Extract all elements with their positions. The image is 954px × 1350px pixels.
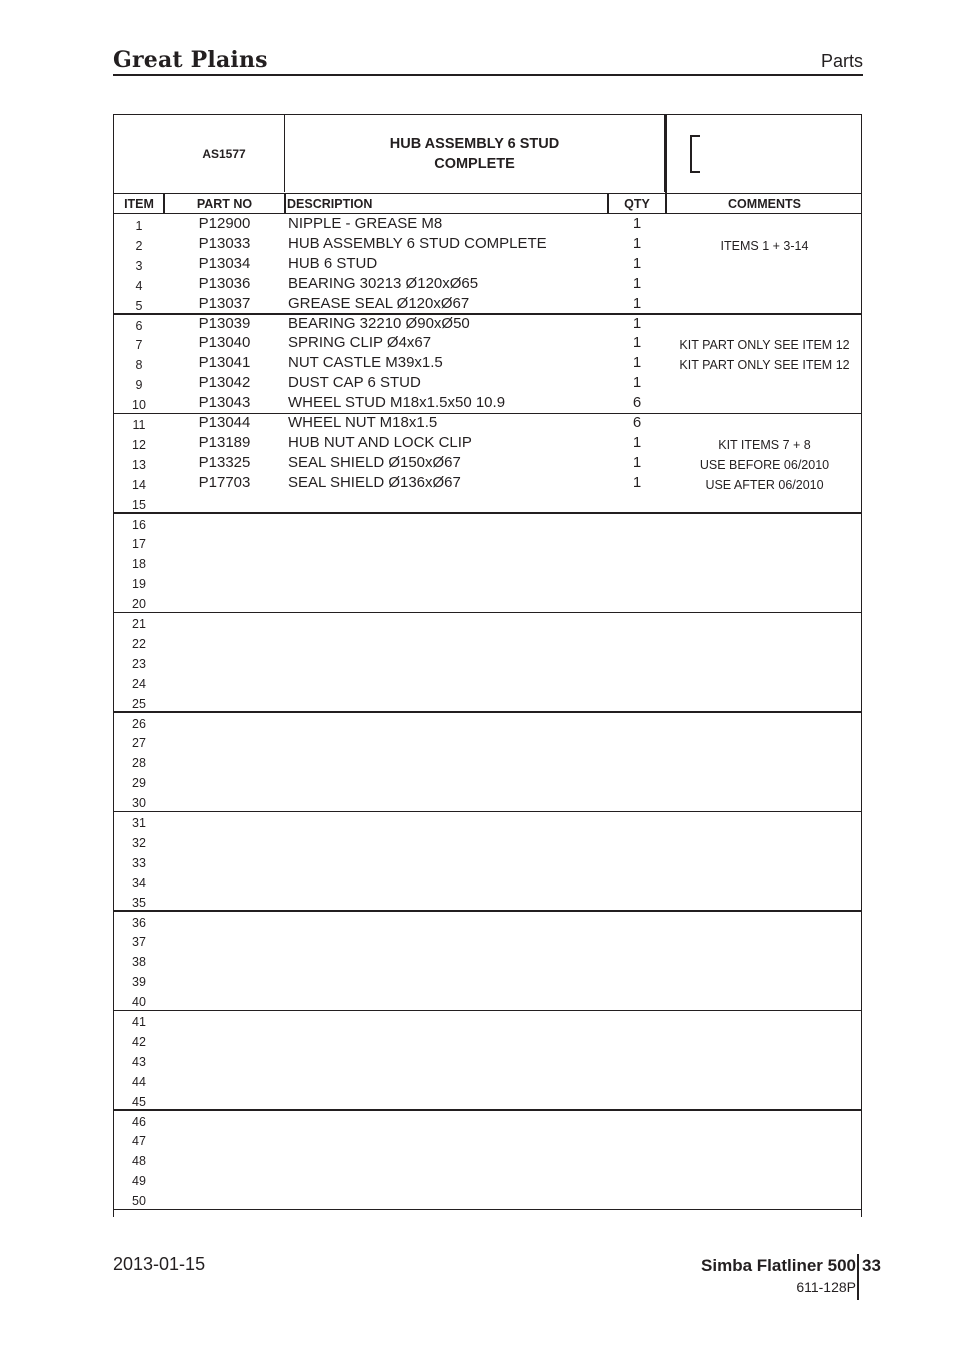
row-part-no <box>164 1050 285 1070</box>
table-row <box>114 1169 861 1189</box>
table-row <box>114 891 861 911</box>
row-item: 10 <box>132 398 146 413</box>
row-item: 33 <box>132 855 146 870</box>
row-comment <box>666 1070 862 1092</box>
footer-product: Simba Flatliner 500 <box>701 1256 856 1275</box>
row-qty <box>608 632 666 652</box>
row-comment <box>666 930 862 952</box>
table-row <box>114 274 861 294</box>
row-part-no: P13039 <box>198 314 251 332</box>
table-row <box>114 791 861 811</box>
table-row <box>114 214 861 234</box>
row-description: BEARING 30213 Ø120xØ65 <box>288 274 479 292</box>
divider <box>163 194 165 214</box>
row-item: 9 <box>135 378 143 393</box>
row-item: 41 <box>132 1015 146 1029</box>
row-qty <box>608 572 666 592</box>
row-item: 15 <box>132 497 146 512</box>
row-item: 44 <box>132 1074 146 1089</box>
column-header-row <box>114 194 861 214</box>
row-qty <box>608 513 666 533</box>
row-comment <box>666 1129 862 1151</box>
row-part-no <box>164 1129 285 1149</box>
row-qty <box>608 1169 666 1189</box>
row-comment <box>666 413 862 435</box>
row-description: GREASE SEAL Ø120xØ67 <box>288 294 470 312</box>
row-qty <box>608 871 666 891</box>
row-part-no <box>164 731 285 751</box>
row-part-no <box>164 1169 285 1189</box>
assembly-title <box>284 115 665 192</box>
row-part-no: P13044 <box>198 414 251 431</box>
row-part-no <box>164 851 285 871</box>
table-row <box>114 731 861 751</box>
table-row <box>114 353 861 373</box>
row-comment <box>666 911 862 933</box>
row-part-no: P13037 <box>198 294 251 312</box>
row-part-no: P13041 <box>198 354 251 372</box>
row-qty <box>608 751 666 771</box>
row-qty <box>608 731 666 751</box>
row-item: 20 <box>132 597 146 612</box>
row-qty <box>608 1090 666 1110</box>
row-description: DUST CAP 6 STUD <box>288 374 421 392</box>
row-part-no <box>164 1090 285 1110</box>
row-item: 46 <box>132 1114 146 1129</box>
row-comment <box>666 214 862 236</box>
title-block <box>114 115 861 194</box>
table-row <box>114 433 861 453</box>
row-qty <box>608 891 666 911</box>
row-part-no <box>164 572 285 592</box>
row-item: 29 <box>132 776 146 791</box>
row-item: 2 <box>135 238 143 253</box>
row-comment <box>666 672 862 694</box>
row-part-no: P13033 <box>198 234 251 252</box>
divider <box>284 194 286 214</box>
row-item: 7 <box>135 338 143 353</box>
row-qty <box>608 831 666 851</box>
row-qty <box>608 552 666 572</box>
col-comments: COMMENTS <box>728 197 801 211</box>
row-qty <box>608 1010 666 1030</box>
row-comment <box>666 552 862 574</box>
row-qty <box>608 1189 666 1209</box>
row-qty: 1 <box>632 374 642 392</box>
row-item: 14 <box>132 477 146 492</box>
row-comment: KIT ITEMS 7 + 8 <box>718 437 811 452</box>
row-part-no <box>164 672 285 692</box>
row-description: NUT CASTLE M39x1.5 <box>288 354 443 372</box>
table-row <box>114 692 861 712</box>
table-row <box>114 1010 861 1030</box>
row-item: 5 <box>135 298 143 313</box>
row-item: 1 <box>135 219 143 233</box>
section-label: Parts <box>820 51 863 71</box>
table-row <box>114 811 861 831</box>
table-row <box>114 1189 861 1209</box>
row-comment <box>666 1169 862 1191</box>
row-comment <box>666 373 862 395</box>
assembly-number: AS1577 <box>202 146 246 161</box>
row-part-no: P17703 <box>198 473 251 491</box>
row-part-no <box>164 930 285 950</box>
row-part-no <box>164 891 285 911</box>
row-part-no <box>164 652 285 672</box>
row-qty: 6 <box>632 414 642 431</box>
row-item: 39 <box>132 975 146 990</box>
row-comment <box>666 731 862 753</box>
row-comment <box>666 1050 862 1072</box>
table-row <box>114 373 861 393</box>
row-qty <box>608 851 666 871</box>
table-row <box>114 532 861 552</box>
row-qty: 1 <box>632 473 642 491</box>
row-part-no <box>164 831 285 851</box>
row-item: 21 <box>132 617 146 631</box>
row-qty <box>608 652 666 672</box>
row-qty <box>608 1129 666 1149</box>
row-comment <box>666 771 862 793</box>
row-qty <box>608 771 666 791</box>
row-item: 28 <box>132 756 146 771</box>
row-qty <box>608 592 666 612</box>
row-comment <box>666 751 862 773</box>
parts-list-sheet <box>113 114 862 1217</box>
row-item: 47 <box>132 1134 146 1149</box>
row-part-no <box>164 771 285 791</box>
row-qty <box>608 1110 666 1130</box>
row-part-no <box>164 513 285 533</box>
row-item: 34 <box>132 875 146 890</box>
divider <box>665 115 667 214</box>
table-row <box>114 652 861 672</box>
row-part-no <box>164 791 285 811</box>
row-comment <box>666 532 862 554</box>
page-number: 33 <box>862 1256 881 1275</box>
row-comment <box>666 572 862 594</box>
row-comment <box>666 811 862 833</box>
table-row <box>114 314 861 334</box>
row-part-no <box>164 532 285 552</box>
row-part-no <box>164 552 285 572</box>
row-comment <box>666 1149 862 1171</box>
table-row <box>114 911 861 931</box>
table-row <box>114 970 861 990</box>
table-row <box>114 1149 861 1169</box>
row-qty: 1 <box>632 314 642 332</box>
row-description: HUB NUT AND LOCK CLIP <box>288 433 472 451</box>
row-qty <box>608 493 666 513</box>
row-comment <box>666 970 862 992</box>
table-row <box>114 1110 861 1130</box>
row-part-no <box>164 712 285 732</box>
table-row <box>114 493 861 513</box>
row-qty: 1 <box>632 433 642 451</box>
row-item: 19 <box>132 577 146 592</box>
header-rule <box>113 74 863 76</box>
col-part-no: PART NO <box>196 197 253 211</box>
row-description: HUB 6 STUD <box>288 254 378 272</box>
row-comment <box>666 254 862 276</box>
row-part-no: P12900 <box>198 215 251 232</box>
row-part-no: P13189 <box>198 433 251 451</box>
row-qty <box>608 911 666 931</box>
row-item: 49 <box>132 1174 146 1189</box>
row-comment <box>666 1010 862 1032</box>
row-item: 38 <box>132 955 146 970</box>
row-item: 4 <box>135 278 143 293</box>
row-item: 11 <box>132 418 146 432</box>
table-row <box>114 771 861 791</box>
footer-date: 2013-01-15 <box>113 1254 206 1274</box>
table-row <box>114 333 861 353</box>
row-comment <box>666 831 862 853</box>
table-row <box>114 612 861 632</box>
row-part-no <box>164 1110 285 1130</box>
row-description: BEARING 32210 Ø90xØ50 <box>288 314 470 332</box>
diagram-thumbnail-icon <box>690 135 700 173</box>
row-part-no: P13043 <box>198 394 251 412</box>
row-item: 37 <box>132 935 146 950</box>
row-item: 42 <box>132 1034 146 1049</box>
table-row <box>114 851 861 871</box>
row-item: 18 <box>132 557 146 572</box>
group-divider <box>114 1209 861 1211</box>
table-row <box>114 294 861 314</box>
row-part-no <box>164 990 285 1010</box>
row-description: SPRING CLIP Ø4x67 <box>288 334 432 352</box>
table-row <box>114 234 861 254</box>
col-qty: QTY <box>624 197 650 211</box>
row-part-no: P13040 <box>198 334 251 352</box>
row-comment <box>666 950 862 972</box>
row-part-no <box>164 1149 285 1169</box>
col-description: DESCRIPTION <box>287 197 373 211</box>
row-comment <box>666 274 862 296</box>
col-item: ITEM <box>124 197 154 211</box>
table-row <box>114 592 861 612</box>
divider <box>607 194 609 214</box>
row-qty <box>608 672 666 692</box>
table-row <box>114 831 861 851</box>
row-item: 48 <box>132 1154 146 1169</box>
row-qty <box>608 791 666 811</box>
row-item: 45 <box>132 1094 146 1109</box>
row-qty: 1 <box>632 334 642 352</box>
row-comment: USE BEFORE 06/2010 <box>699 457 830 472</box>
row-description: SEAL SHIELD Ø136xØ67 <box>288 473 461 491</box>
row-qty <box>608 930 666 950</box>
row-part-no <box>164 751 285 771</box>
row-qty <box>608 950 666 970</box>
row-comment <box>666 1110 862 1132</box>
row-qty: 1 <box>632 215 642 232</box>
table-row <box>114 1030 861 1050</box>
row-item: 24 <box>132 676 146 691</box>
row-comment: KIT PART ONLY SEE ITEM 12 <box>679 338 850 353</box>
row-comment: KIT PART ONLY SEE ITEM 12 <box>679 358 850 373</box>
row-item: 8 <box>135 358 143 373</box>
row-item: 31 <box>132 816 146 830</box>
table-row <box>114 413 861 433</box>
table-row <box>114 393 861 413</box>
row-part-no: P13036 <box>198 274 251 292</box>
row-comment <box>666 632 862 654</box>
row-qty: 1 <box>632 274 642 292</box>
row-item: 40 <box>132 995 146 1010</box>
row-comment: ITEMS 1 + 3-14 <box>720 238 809 253</box>
row-qty <box>608 712 666 732</box>
row-part-no <box>164 1189 285 1209</box>
table-row <box>114 871 861 891</box>
row-qty: 1 <box>632 294 642 312</box>
row-comment: USE AFTER 06/2010 <box>705 477 824 492</box>
row-part-no <box>164 1070 285 1090</box>
row-qty: 1 <box>632 354 642 372</box>
row-qty <box>608 532 666 552</box>
table-row <box>114 672 861 692</box>
row-comment <box>666 513 862 535</box>
row-description: HUB ASSEMBLY 6 STUD COMPLETE <box>288 234 547 252</box>
row-item: 35 <box>132 895 146 910</box>
row-item: 25 <box>132 696 146 711</box>
row-part-no <box>164 1010 285 1030</box>
row-item: 36 <box>132 915 146 930</box>
row-qty <box>608 612 666 632</box>
table-row <box>114 513 861 533</box>
table-row <box>114 1129 861 1149</box>
row-qty <box>608 1030 666 1050</box>
row-comment <box>666 851 862 873</box>
table-row <box>114 473 861 493</box>
table-row <box>114 453 861 473</box>
row-qty <box>608 1050 666 1070</box>
table-row <box>114 552 861 572</box>
row-description: WHEEL STUD M18x1.5x50 10.9 <box>288 394 506 412</box>
table-row <box>114 950 861 970</box>
row-comment <box>666 314 862 336</box>
table-row <box>114 751 861 771</box>
table-row <box>114 930 861 950</box>
row-comment <box>666 612 862 634</box>
row-description: SEAL SHIELD Ø150xØ67 <box>288 453 461 471</box>
row-description: NIPPLE - GREASE M8 <box>288 215 443 232</box>
assembly-title-line1: HUB ASSEMBLY 6 STUD <box>389 136 560 152</box>
row-item: 3 <box>135 258 143 273</box>
footer-rule <box>857 1254 859 1300</box>
table-row <box>114 1070 861 1090</box>
row-part-no <box>164 632 285 652</box>
row-comment <box>666 871 862 893</box>
row-comment <box>666 712 862 734</box>
row-item: 26 <box>132 716 146 731</box>
row-item: 22 <box>132 636 146 651</box>
row-item: 13 <box>132 457 146 472</box>
row-qty <box>608 1149 666 1169</box>
row-part-no <box>164 950 285 970</box>
row-qty <box>608 692 666 712</box>
row-item: 6 <box>135 318 143 333</box>
row-qty <box>608 811 666 831</box>
table-row <box>114 1090 861 1110</box>
row-part-no <box>164 493 285 513</box>
row-item: 32 <box>132 835 146 850</box>
table-row <box>114 632 861 652</box>
row-item: 50 <box>132 1194 146 1209</box>
row-qty <box>608 990 666 1010</box>
row-part-no <box>164 1030 285 1050</box>
row-item: 17 <box>132 537 146 552</box>
table-row <box>114 572 861 592</box>
row-part-no: P13325 <box>198 453 251 471</box>
brand-logo: Great Plains <box>113 47 268 73</box>
row-description: WHEEL NUT M18x1.5 <box>288 414 438 431</box>
row-part-no <box>164 811 285 831</box>
footer-code: 611-128P <box>796 1279 856 1295</box>
row-item: 12 <box>132 437 146 452</box>
table-row <box>114 254 861 274</box>
row-item: 27 <box>132 736 146 751</box>
row-part-no <box>164 592 285 612</box>
row-part-no <box>164 911 285 931</box>
row-item: 30 <box>132 796 146 811</box>
row-part-no <box>164 612 285 632</box>
row-item: 43 <box>132 1054 146 1069</box>
row-item: 23 <box>132 656 146 671</box>
row-qty: 1 <box>632 234 642 252</box>
row-qty <box>608 1070 666 1090</box>
table-row <box>114 712 861 732</box>
row-part-no: P13042 <box>198 374 251 392</box>
assembly-title-line2: COMPLETE <box>434 156 515 172</box>
row-part-no <box>164 970 285 990</box>
row-qty: 6 <box>632 394 642 412</box>
row-qty: 1 <box>632 453 642 471</box>
row-part-no <box>164 692 285 712</box>
table-row <box>114 990 861 1010</box>
row-part-no <box>164 871 285 891</box>
table-row <box>114 1050 861 1070</box>
row-item: 16 <box>132 517 146 532</box>
row-part-no: P13034 <box>198 254 251 272</box>
row-qty: 1 <box>632 254 642 272</box>
row-qty <box>608 970 666 990</box>
row-comment <box>666 652 862 674</box>
row-comment <box>666 1030 862 1052</box>
